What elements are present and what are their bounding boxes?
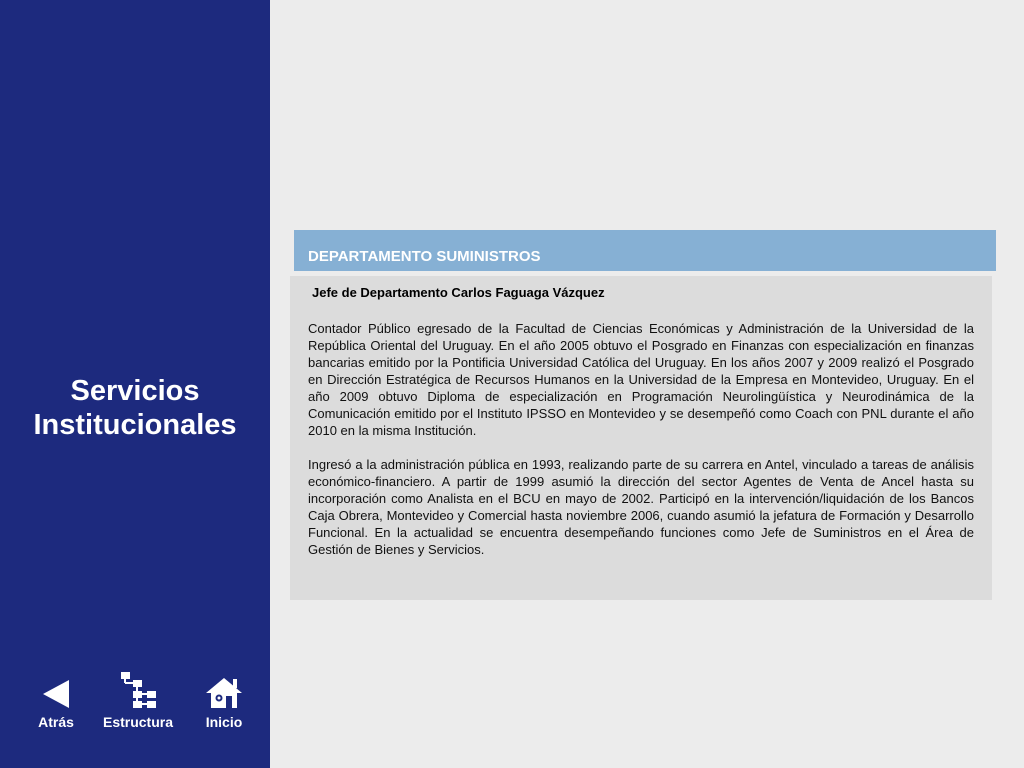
- paragraph-1: Contador Público egresado de la Facultad de Ciencias Económicas y Administración de la Universidad de la República Oriental del Uruguay. En el año 2005 obtuvo el Posgrado en Finanzas con especialización en finanzas bancarias emitido por la Pontificia Universidad Católica del Uruguay. En los años 2007 y 2009 realizó el Posgrado en Dirección Estratégica de Recursos Humanos en la Universidad de la Empresa en Montevideo, Uruguay. En el año 2009 obtuvo Diploma de especialización en Programación Neurolingüística y Neurodinámica de la Comunicación emitido por el Instituto IPSSO en Montevideo y se desempeñó como Coach con PNL durante el año 2010 en la misma Institución.: [308, 321, 974, 438]
- back-arrow-icon: [30, 678, 82, 710]
- sidebar-title: [0, 374, 270, 442]
- section-header: [294, 230, 996, 271]
- content-panel: [290, 276, 992, 600]
- home-label: Inicio: [205, 714, 243, 730]
- paragraph-2: Ingresó a la administración pública en 1993, realizando parte de su carrera en Antel, vinculado a tareas de análisis económico-financiero. A partir de 1999 asumió la dirección del sector Agentes de Venta de Ancel hasta su incorporación como Analista en el BCU en mayo de 2002. Participó en la intervención/liquidación de los Bancos Caja Obrera, Montevideo y Comercial hasta noviembre 2006, cuando asumió la jefatura de Formación y Desarrollo Funcional. En la actualidad se encuentra desempeñando funciones como Jefe de Suministros en el Área de Gestión de Bienes y Servicios.: [308, 457, 974, 557]
- home-icon: [196, 676, 252, 710]
- profile-text: [308, 320, 974, 575]
- profile-heading: Jefe de Departamento Carlos Faguaga Vázquez: [312, 285, 605, 300]
- sidebar-title-line1: Servicios: [70, 375, 200, 407]
- sidebar: [0, 0, 270, 768]
- back-button[interactable]: [30, 678, 82, 730]
- back-label: Atrás: [38, 714, 74, 730]
- structure-label: Estructura: [102, 714, 174, 730]
- sidebar-title-line2: Institucionales: [33, 409, 237, 441]
- home-button[interactable]: [196, 676, 252, 730]
- section-title: DEPARTAMENTO SUMINISTROS: [308, 248, 541, 265]
- org-chart-icon: [98, 670, 178, 710]
- structure-button[interactable]: [98, 670, 178, 730]
